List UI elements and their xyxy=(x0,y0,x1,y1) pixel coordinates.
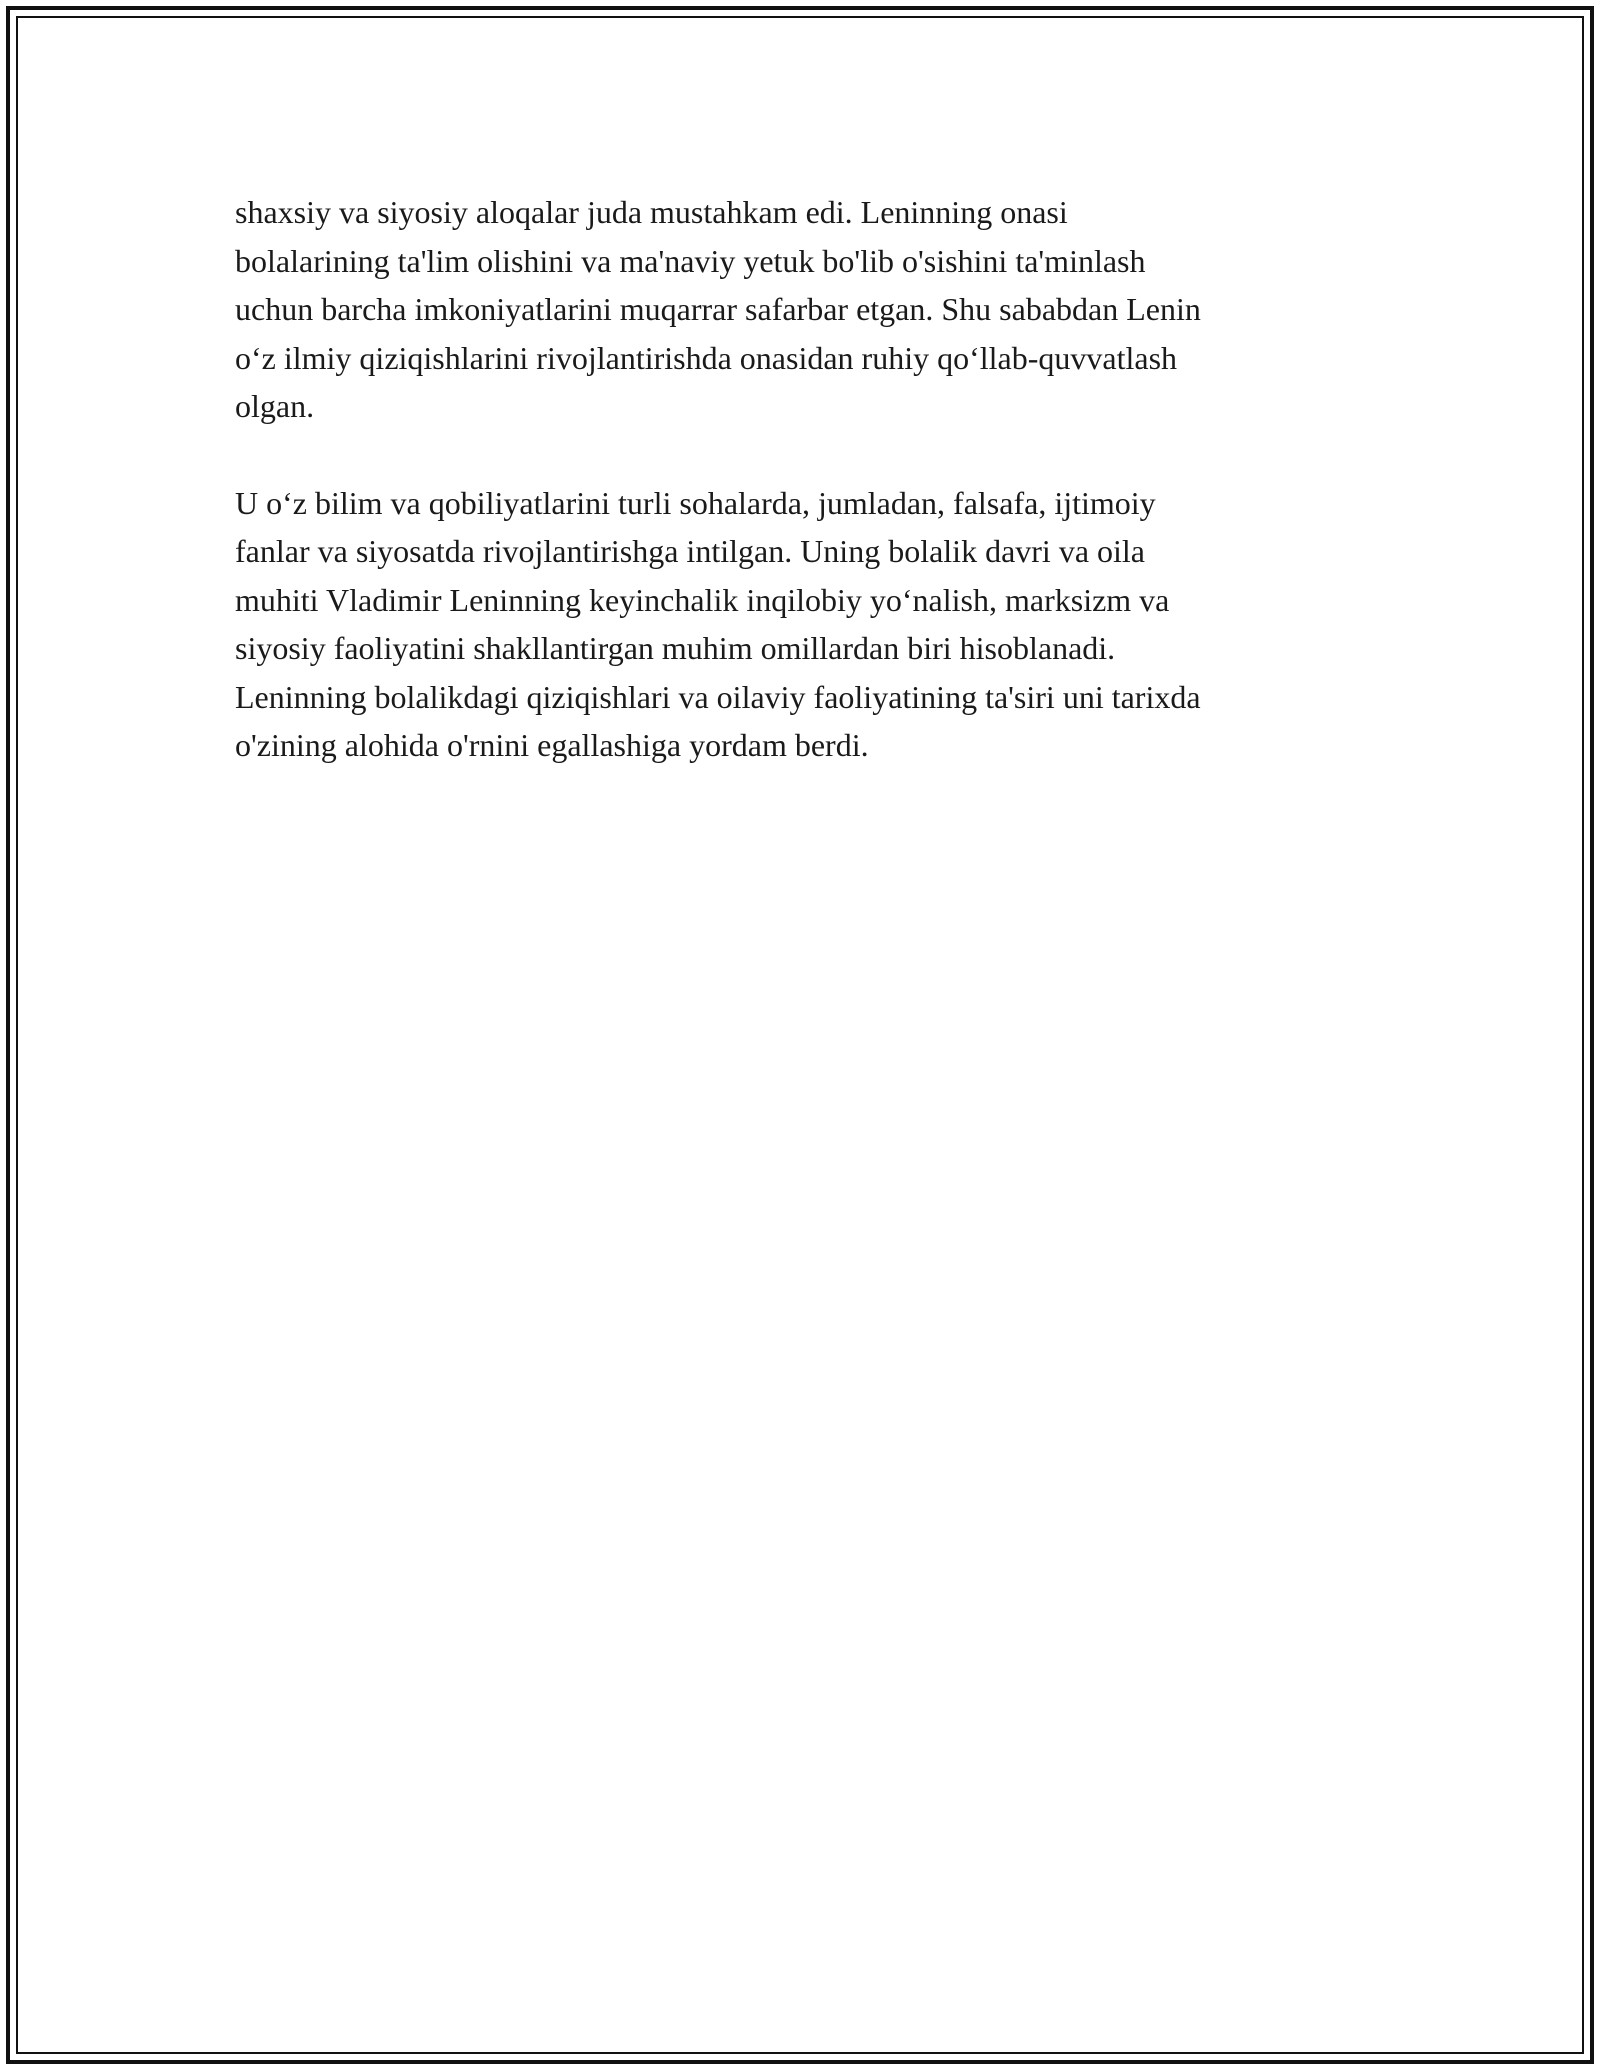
text-line: muhiti Vladimir Leninning keyinchalik inqilobiy yo‘nalish, marksizm va xyxy=(235,581,1170,618)
text-line: olgan. xyxy=(235,388,315,424)
text-line: shaxsiy va siyosiy aloqalar juda mustahkam edi. Leninning onasi xyxy=(235,194,1068,230)
text-line: o'zining alohida o'rnini egallashiga yordam berdi. xyxy=(235,727,869,763)
text-line: uchun barcha imkoniyatlarini muqarrar safarbar etgan. Shu sababdan Lenin xyxy=(235,291,1201,327)
text-line: fanlar va siyosatda rivojlantirishga intilgan. Uning bolalik davri va oila xyxy=(235,533,1145,569)
text-line: Leninning bolalikdagi qiziqishlari va oilaviy faoliyatining ta'siri uni tarixda xyxy=(235,678,1201,715)
text-line: siyosiy faoliyatini shakllantirgan muhim omillardan biri hisoblanadi. xyxy=(235,630,1116,666)
paragraph-1 xyxy=(235,188,1370,431)
page-content xyxy=(235,188,1370,770)
text-line: U o‘z bilim va qobiliyatlarini turli sohalarda, jumladan, falsafa, ijtimoiy xyxy=(235,484,1156,521)
text-line: bolalarining ta'lim olishini va ma'naviy yetuk bo'lib o'sishini ta'minlash xyxy=(235,242,1146,279)
paragraph-2 xyxy=(235,479,1370,770)
text-line: o‘z ilmiy qiziqishlarini rivojlantirishda onasidan ruhiy qo‘llab-quvvatlash xyxy=(235,339,1178,376)
